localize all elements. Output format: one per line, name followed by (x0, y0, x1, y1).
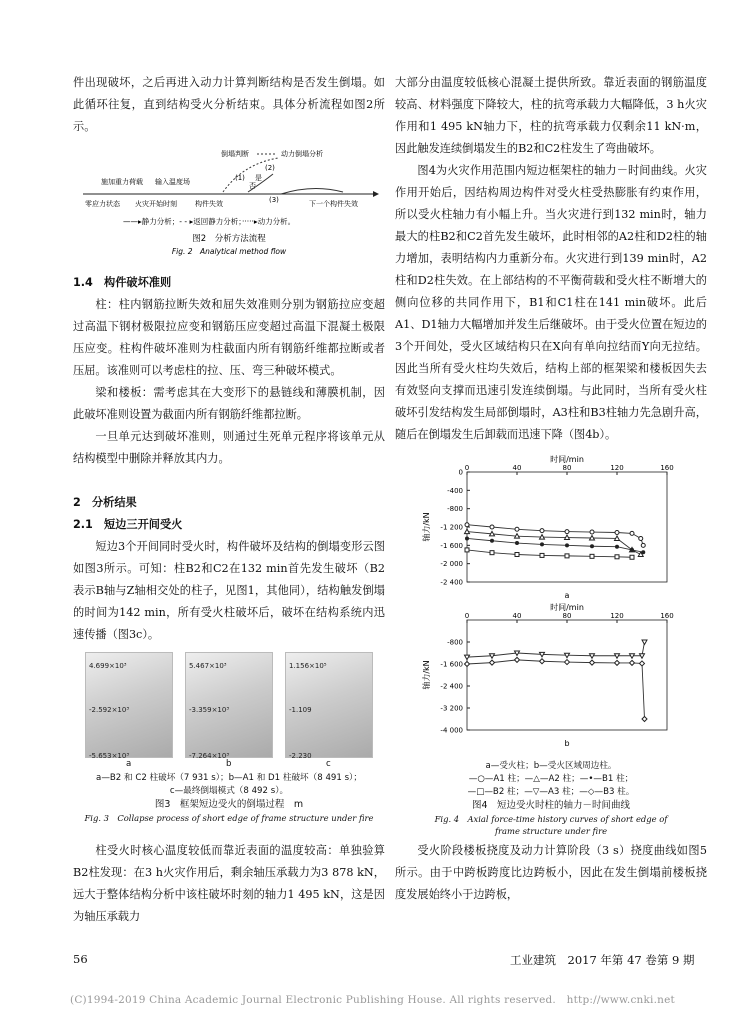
x-tick-label: 120 (610, 612, 624, 620)
data-point (490, 525, 494, 529)
fig2-label-n3: (3) (269, 196, 279, 204)
subfig-label: a (126, 759, 132, 769)
data-point (565, 653, 570, 658)
x-tick-label: 40 (512, 612, 522, 620)
data-point (540, 529, 544, 533)
paragraph: 柱受火时核心温度较低而靠近表面的温度较高：单独验算B2柱发现：在3 h火灾作用后，剩余轴压承载力为3 878 kN，远大于整体结构分析中该柱破坏时刻的轴力1 495 kN，这是因为轴压承载力 (73, 844, 385, 923)
axial-force-charts (395, 452, 707, 752)
contour-label: 1.156×10⁵ (289, 662, 327, 670)
data-point (630, 555, 634, 559)
data-point (590, 544, 594, 548)
data-point (540, 542, 544, 546)
paragraph: 受火阶段楼板挠度及动力计算阶段（3 s）挠度曲线如图5所示。由于中跨板跨度比边跨板小，因此在发生倒塌前楼板挠度发展始终小于边跨板， (395, 844, 707, 901)
data-point (641, 550, 645, 554)
figure-4 (395, 452, 707, 840)
data-point (630, 548, 634, 552)
section-heading: 1.4 构件破坏准则 (73, 276, 172, 289)
paragraph: 短边3个开间同时受火时，构件破坏及结构的倒塌变形云图如图3所示。可知：柱B2和C2在132 min首先发生破坏（B2表示B轴与Z轴相交处的柱子，见图1，其他同），结构触发倒塌的时间为142 min，所有受火柱破坏后，破坏在结构系统内迅速传播（图3c）。 (73, 540, 385, 641)
data-point (639, 536, 643, 540)
fig2-label-top1: 倒塌判断 (221, 150, 249, 158)
data-point (465, 548, 469, 552)
y-tick-label: -2 400 (440, 682, 463, 691)
y-tick-label: -2 400 (440, 578, 463, 587)
data-point (630, 531, 634, 535)
data-point (565, 660, 570, 665)
y-axis-label: 轴力/kN (422, 660, 431, 690)
data-point (590, 530, 594, 534)
subsection-heading: 2.1 短边三开间受火 (73, 518, 183, 531)
fig4-caption-en: frame structure under fire (494, 826, 608, 836)
y-tick-label: -2 000 (440, 560, 463, 569)
data-point (465, 523, 469, 527)
contour-label: 5.467×10³ (189, 662, 227, 670)
fig2-label-top2: 动力倒塌分析 (281, 150, 323, 158)
data-point (590, 536, 595, 541)
page-number: 56 (73, 952, 88, 966)
fig4-legend: —□—B2 柱；—▽—A3 柱；—◇—B3 柱。 (467, 787, 635, 797)
y-tick-label: -1 200 (440, 523, 463, 532)
y-tick-label: -1 600 (440, 541, 463, 550)
contour-label: 4.699×10³ (89, 662, 127, 670)
x-tick-label: 80 (562, 612, 572, 620)
data-point (590, 660, 595, 665)
right-column (395, 72, 707, 906)
fig2-caption-cn: 图2 分析方法流程 (192, 234, 266, 244)
data-point (642, 717, 647, 722)
x-tick-label: 0 (464, 612, 470, 620)
flow-diagram (73, 144, 385, 272)
contour-label: -3.359×10³ (189, 706, 230, 714)
plot-frame (467, 620, 667, 730)
paragraph: 大部分由温度较低核心混凝土提供所致。靠近表面的钢筋温度较高、材料强度下降较大，柱的抗弯承载力大幅降低，3 h火灾作用和1 495 kN轴力下，柱的抗弯承载力仅剩余11 kN·m，因此触发连续倒塌发生的B2和C2柱发生了弯曲破坏。 (395, 76, 707, 155)
contour-label: -1.109 (289, 706, 312, 714)
y-tick-label: -3 200 (440, 704, 463, 713)
fig2-label-fire: 火灾开始时刻 (135, 200, 177, 208)
series-line (467, 660, 645, 719)
data-point (630, 654, 635, 659)
data-point (540, 659, 545, 664)
data-point (630, 660, 635, 665)
data-point (465, 655, 470, 660)
data-point (540, 652, 545, 657)
data-point (615, 654, 620, 659)
data-point (565, 543, 569, 547)
fig4-caption-cn: 图4 短边受火时柱的轴力－时间曲线 (471, 800, 631, 811)
figure-3 (73, 652, 385, 840)
data-point (515, 541, 519, 545)
x-tick-label: 40 (512, 464, 522, 472)
data-point (565, 530, 569, 534)
fig2-legend: ——▸静力分析；- - ▸返回静力分析；·····▸动力分析。 (123, 217, 296, 226)
fig3-caption-cn: 图3 框架短边受火的倒塌过程 m (154, 799, 304, 810)
fig2-label-temp: 输入温度场 (155, 178, 190, 186)
fig2-caption-en: Fig. 2 Analytical method flow (171, 247, 287, 256)
data-point (490, 551, 494, 555)
fig3-caption-en: Fig. 3 Collapse process of short edge of frame structure under fire (84, 813, 374, 823)
x-axis-label: 时间/min (550, 603, 584, 612)
fig2-label-no: 否 (249, 182, 256, 190)
data-point (490, 654, 495, 659)
fig4-legend: —○—A1 柱；—△—A2 柱；—•—B1 柱； (468, 774, 634, 784)
x-tick-label: 120 (610, 464, 624, 472)
data-point (515, 527, 519, 531)
contour-label: -5.653×10³ (89, 752, 130, 760)
data-point (615, 555, 619, 559)
y-tick-label: -800 (447, 505, 463, 514)
y-tick-label: -1 600 (440, 660, 463, 669)
data-point (642, 640, 647, 645)
x-tick-label: 160 (660, 464, 674, 472)
data-point (515, 553, 519, 557)
subfig-label: c (326, 759, 331, 769)
plot-frame (467, 472, 667, 582)
data-point (590, 654, 595, 659)
data-point (465, 529, 470, 534)
data-point (465, 662, 470, 667)
fig2-label-yes: 是 (255, 174, 262, 182)
contour-panel-b (185, 652, 273, 758)
x-axis-label: 时间/min (550, 455, 584, 464)
y-tick-label: -4 000 (440, 726, 463, 735)
subfig-label: a (564, 591, 570, 600)
figure-2 (73, 144, 385, 272)
x-tick-label: 160 (660, 612, 674, 620)
data-point (565, 535, 570, 540)
data-point (590, 554, 594, 558)
data-point (640, 661, 645, 666)
data-point (641, 543, 645, 547)
y-tick-label: -400 (447, 486, 463, 495)
fig2-label-load: 施加重力荷载 (101, 178, 143, 186)
data-point (490, 539, 494, 543)
fig2-label-fail: 构件失效 (195, 200, 223, 208)
data-point (615, 536, 620, 541)
fig4-note: a—受火柱；b—受火区域周边柱。 (485, 761, 617, 771)
contour-label: -2.230 (289, 752, 312, 760)
data-point (540, 553, 544, 557)
fig2-label-next: 下一个构件失效 (309, 200, 358, 208)
y-tick-label: -800 (447, 638, 463, 647)
data-point (640, 654, 645, 659)
fig2-label-n1: (1) (235, 174, 245, 182)
data-point (615, 531, 619, 535)
fig4-caption-en: Fig. 4 Axial force-time history curves of short edge of (434, 814, 668, 824)
fig3-note: a—B2 和 C2 柱破坏（7 931 s）；b—A1 和 D1 柱破坏（8 491 s）； (96, 773, 362, 783)
paragraph: 图4为火灾作用范围内短边框架柱的轴力－时间曲线。火灾作用开始后，因结构周边构件对受火柱受热膨胀有约束作用，所以受火柱轴力有小幅上升。当火灾进行到132 min时，轴力最大的柱B2和C2首先发生破坏，此时相邻的A2柱和D2柱的轴力增加，表明结构内力重新分布。火灾进行到139 min时，A2柱和D2柱失效。在上部结构的不平衡荷载和受火柱不断增大的侧向位移的共同作用下，B1和C1柱在141 min破坏。此后A1、D1轴力大幅增加并发生后继破坏。由于受火位置在短边的3个开间处，受火区域结构只在X向有单向拉结而Y向无拉结。因此当所有受火柱均失效后，结构上部的框架梁和楼板因失去有效竖向支撑而迅速引发连续倒塌。与此同时，当所有受火柱破坏引发结构发生局部倒塌时，A3柱和B3柱轴力先急剧升高，随后在倒塌发生后卸载而迅速下降（图4b）。 (395, 164, 707, 441)
data-point (515, 534, 520, 539)
paragraph: 一旦单元达到破坏准则，则通过生死单元程序将该单元从结构模型中删除并释放其内力。 (73, 430, 385, 465)
data-point (540, 535, 545, 540)
fig3-note: c—最终倒塌模式（8 492 s）。 (169, 786, 289, 796)
data-point (565, 554, 569, 558)
paragraph: 梁和楼板：需考虑其在大变形下的悬链线和薄膜机制，因此破坏准则设置为截面内所有钢筋纤维都拉断。 (73, 386, 385, 421)
data-point (465, 536, 469, 540)
data-point (515, 651, 520, 656)
journal-name: 工业建筑 2017 年第 47 卷第 9 期 (510, 953, 695, 967)
contour-panel-c (285, 652, 373, 758)
contour-label: -7.264×10³ (189, 752, 230, 760)
fig2-arrowhead (373, 191, 379, 197)
copyright: (C)1994-2019 China Academic Journal Electronic Publishing House. All rights reserved. http://www.cnki.net (70, 994, 675, 1006)
y-axis-label: 轴力/kN (422, 512, 431, 542)
contour-panel-a (85, 652, 173, 758)
paragraph: 柱：柱内钢筋拉断失效和屈失效准则分别为钢筋拉应变超过高温下钢材极限拉应变和钢筋压应变超过高温下混凝土极限压应变。柱构件破坏准则为柱截面内所有钢筋纤维都拉断或者压屈。该准则可以考虑柱的拉、压、弯三种破坏模式。 (73, 298, 385, 377)
subfig-label: b (564, 739, 570, 748)
section-heading: 2 分析结果 (73, 496, 137, 509)
left-column (73, 72, 385, 928)
y-tick-label: 0 (458, 468, 463, 477)
contour-label: -2.592×10³ (89, 706, 130, 714)
fig2-arrow (281, 188, 343, 194)
fig2-label-zero: 零应力状态 (85, 200, 120, 208)
subfig-label: b (226, 759, 232, 769)
data-point (615, 660, 620, 665)
x-tick-label: 0 (464, 464, 470, 472)
fig2-label-n2: (2) (265, 164, 275, 172)
x-tick-label: 80 (562, 464, 572, 472)
data-point (615, 545, 619, 549)
data-point (490, 531, 495, 536)
paragraph: 件出现破坏，之后再进入动力计算判断结构是否发生倒塌。如此循环往复，直到结构受火分析结束。具体分析流程如图2所示。 (73, 76, 385, 133)
data-point (490, 660, 495, 665)
data-point (515, 657, 520, 662)
